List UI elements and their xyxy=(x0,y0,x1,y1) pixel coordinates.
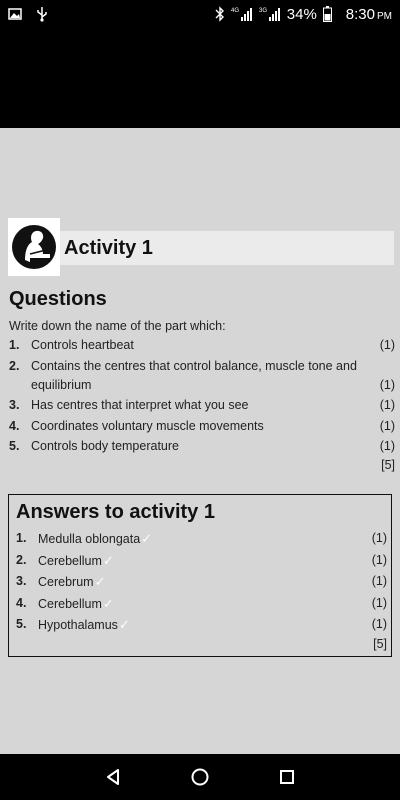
question-mark: (1) xyxy=(379,439,395,454)
answer-text xyxy=(38,551,371,571)
question-item xyxy=(9,336,395,355)
back-icon xyxy=(104,768,122,786)
answer-text xyxy=(38,615,371,635)
answers-list xyxy=(16,529,387,651)
recents-button[interactable] xyxy=(275,765,299,789)
question-number: 5. xyxy=(9,439,20,454)
answer-label: Cerebellum xyxy=(38,596,102,611)
questions-heading: Questions xyxy=(9,288,107,310)
questions-list xyxy=(9,336,395,472)
answers-heading: Answers to activity 1 xyxy=(16,501,215,523)
answer-item xyxy=(16,594,387,614)
answer-text xyxy=(38,594,371,614)
answer-label: Hypothalamus xyxy=(38,618,118,632)
answer-label: Cerebrum xyxy=(38,575,94,589)
answer-number: 3. xyxy=(16,574,27,588)
questions-total: [5] xyxy=(381,458,395,473)
question-mark: (1) xyxy=(379,418,395,433)
question-item xyxy=(9,437,395,456)
question-mark: (1) xyxy=(379,398,395,413)
answer-mark: (1) xyxy=(371,617,387,631)
activity-title-band xyxy=(60,231,394,265)
document-page xyxy=(0,128,400,754)
top-black-area xyxy=(0,28,400,128)
bluetooth-icon xyxy=(215,6,225,22)
battery-icon xyxy=(323,6,332,22)
question-item xyxy=(9,417,395,436)
clock xyxy=(346,6,392,23)
tick-icon: ✓ xyxy=(102,552,114,568)
activity-title: Activity 1 xyxy=(64,236,153,259)
questions-intro: Write down the name of the part which: xyxy=(9,319,226,333)
question-text: Controls heartbeat xyxy=(31,338,134,352)
question-text: Coordinates voluntary muscle movements xyxy=(31,418,264,433)
question-mark: (1) xyxy=(379,338,395,352)
answer-item xyxy=(16,529,387,549)
home-icon xyxy=(190,767,210,787)
signal-3g-icon xyxy=(259,6,281,22)
tick-icon: ✓ xyxy=(94,574,106,589)
question-item xyxy=(9,357,395,395)
answers-box xyxy=(8,494,392,657)
answer-number: 2. xyxy=(16,552,27,567)
question-text: Has centres that interpret what you see xyxy=(31,398,249,413)
recents-icon xyxy=(279,769,295,785)
answer-mark: (1) xyxy=(371,552,387,567)
question-number: 1. xyxy=(9,338,20,352)
clock-time: 8:30 xyxy=(345,5,375,23)
answer-item xyxy=(16,572,387,592)
signal-4g-icon xyxy=(231,6,253,22)
image-icon xyxy=(8,6,22,22)
network-4g-label: 4G xyxy=(230,8,239,14)
question-mark: (1) xyxy=(379,377,395,392)
status-bar xyxy=(0,0,400,28)
question-number: 3. xyxy=(9,398,20,413)
answer-item xyxy=(16,551,387,571)
answer-text xyxy=(38,572,371,592)
usb-icon xyxy=(36,6,48,22)
answers-total: [5] xyxy=(373,637,387,651)
back-button[interactable] xyxy=(101,765,125,789)
tick-icon: ✓ xyxy=(141,531,153,546)
question-text: Contains the centres that control balance, muscle tone and equilibrium xyxy=(31,358,357,392)
home-button[interactable] xyxy=(188,765,212,789)
answer-label: Medulla oblongata xyxy=(38,532,141,546)
answer-number: 1. xyxy=(16,531,27,545)
navigation-bar xyxy=(0,754,400,800)
battery-percent: 34% xyxy=(286,5,317,23)
answer-mark: (1) xyxy=(371,595,387,610)
question-text: Controls body temperature xyxy=(31,439,179,454)
question-item xyxy=(9,396,395,415)
answer-mark: (1) xyxy=(371,574,387,588)
tick-icon: ✓ xyxy=(102,595,114,611)
answer-number: 5. xyxy=(16,617,27,631)
clock-ampm: PM xyxy=(377,10,392,22)
question-number: 4. xyxy=(9,418,20,433)
answer-label: Cerebellum xyxy=(38,553,102,568)
tick-icon: ✓ xyxy=(118,617,130,632)
network-3g-label: 3G xyxy=(258,8,267,14)
question-number: 2. xyxy=(9,358,20,373)
activity-header xyxy=(8,218,394,276)
student-writing-logo-icon xyxy=(8,218,60,276)
answer-text xyxy=(38,529,371,549)
answer-item xyxy=(16,615,387,635)
answer-mark: (1) xyxy=(371,531,387,545)
answer-number: 4. xyxy=(16,595,27,610)
